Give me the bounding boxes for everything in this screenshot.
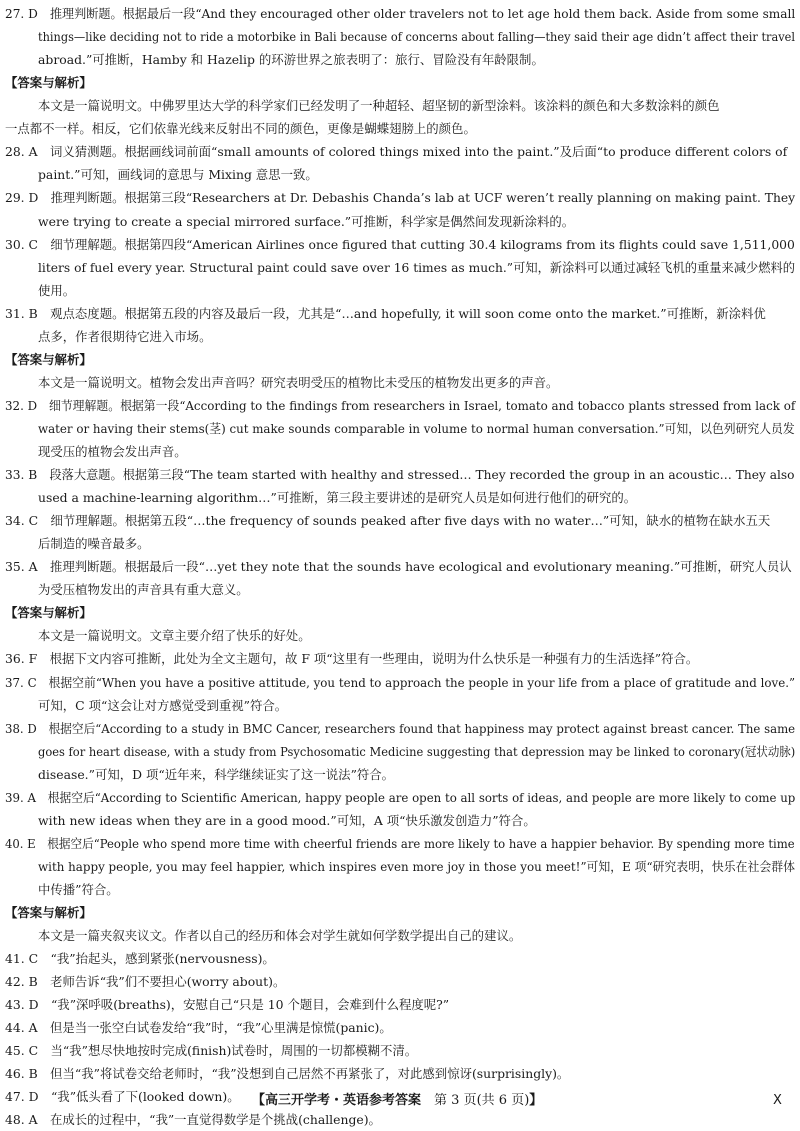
- answer-line: 本文是一篇说明文。文章主要介绍了快乐的好处。: [38, 628, 311, 644]
- answer-line: 33. B 段落大意题。根据第三段“The team started with healthy and stressed… They recorded the group in an acoustic… They also: [5, 467, 795, 482]
- answer-line: 41. C “我”抬起头，感到紧张(nervousness)。: [5, 951, 275, 967]
- answer-line: paint.”可知，画线词的意思与 Mixing 意思一致。: [38, 167, 318, 183]
- answer-line: 35. A 推理判断题。根据最后一段“…yet they note that the sounds have ecological and evolutionary meaning.”可推断，研究人员认: [5, 559, 792, 575]
- footer-mark: X: [773, 1093, 782, 1108]
- answer-line: 点多，作者很期待它进入市场。: [38, 328, 212, 344]
- answer-line: things—like deciding not to ride a motorbike in Bali because of concerns about falling—they said their age didn’t affect their travel: [38, 29, 796, 45]
- answer-line: water or having their stems(茎) cut make sounds comparable in volume to normal human conversation.”可知，以色列研究人员发: [38, 420, 795, 436]
- answer-line: 34. C 细节理解题。根据第五段“…the frequency of sounds peaked after five days with no water…”可知，缺水的植物在缺水五天: [5, 513, 771, 529]
- answer-line: 27. D 推理判断题。根据最后一段“And they encouraged other older travelers not to let age hold them back. Aside from some small: [5, 6, 796, 21]
- answer-line: 本文是一篇夹叙夹议文。作者以自己的经历和体会对学生就如何学数学提出自己的建议。: [38, 928, 522, 943]
- answer-line: 42. B 老师告诉“我”们不要担心(worry about)。: [5, 974, 286, 990]
- answer-line: 可知，C 项“这会让对方感觉受到重视”符合。: [38, 697, 288, 713]
- answer-line: 45. C 当“我”想尽快地按时完成(finish)试卷时，周围的一切都模糊不清。: [5, 1043, 418, 1059]
- answer-line: 29. D 推理判断题。根据第三段“Researchers at Dr. Debashis Chanda’s lab at UCF weren’t really planning on making paint. They: [5, 190, 796, 206]
- section-heading: 【答案与解析】: [5, 351, 92, 367]
- answer-line: 40. E 根据空后“People who spend more time with cheerful friends are more likely to have a happier behavior. By spending more time: [5, 835, 795, 851]
- answer-line: 28. A 词义猜测题。根据画线词前面“small amounts of colored things mixed into the paint.”及后面“to produce different colors of: [5, 144, 788, 160]
- section-heading: 【答案与解析】: [5, 75, 92, 91]
- answer-line: 36. F 根据下文内容可推断，此处为全文主题句，故 F 项“这里有一些理由，说明为什么快乐是一种强有力的生活选择”符合。: [5, 651, 699, 667]
- footer-bracket-open: 【: [252, 1093, 266, 1108]
- answer-line: 32. D 细节理解题。根据第一段“According to the findings from researchers in Israel, tomato and tobacco plants stressed from lack of: [5, 397, 796, 413]
- footer-exam-title: 高三开学考・英语参考答案: [265, 1093, 422, 1108]
- answer-line: 37. C 根据空前“When you have a positive attitude, you tend to approach the people in your life from a place of gratitude and love.”: [5, 674, 796, 690]
- answer-line: liters of fuel every year. Structural paint could save over 16 times as much.”可知，新涂料可以通过减轻飞机的重量来减少燃料的: [38, 259, 796, 275]
- answer-line: 为受压植物发出的声音具有重大意义。: [38, 582, 249, 598]
- footer-page-number: 第 3 页(共 6 页): [434, 1093, 530, 1108]
- answer-line: 44. A 但是当一张空白试卷发给“我”时，“我”心里满是惊慌(panic)。: [5, 1020, 392, 1036]
- answer-line: with happy people, you may feel happier, which inspires even more joy in those you meet!”可知，E 项“研究表明，快乐在社会群体: [38, 858, 795, 874]
- answer-line: 使用。: [38, 282, 76, 298]
- answer-line: 中传播”符合。: [38, 881, 119, 897]
- answer-line: 31. B 观点态度题。根据第五段的内容及最后一段，尤其是“…and hopefully, it will soon come onto the market.”可推断，新涂料优: [5, 305, 766, 321]
- answer-line: 39. A 根据空后“According to Scientific American, happy people are open to all sorts of ideas, and people are more likely to come up: [5, 789, 796, 805]
- answer-line: 现受压的植物会发出声音。: [38, 443, 187, 459]
- answer-line: 46. B 但当“我”将试卷交给老师时，“我”没想到自己居然不再紧张了，对此感到惊讶(surprisingly)。: [5, 1066, 570, 1082]
- answer-line: 一点都不一样。相反，它们依靠光线来反射出不同的颜色，更像是蝴蝶翅膀上的颜色。: [5, 121, 476, 137]
- answer-line: 38. D 根据空后“According to a study in BMC Cancer, researchers found that happiness may protect against breast cancer. The same: [5, 720, 796, 736]
- answer-line: 本文是一篇说明文。中佛罗里达大学的科学家们已经发明了一种超轻、超坚韧的新型涂料。该涂料的颜色和大多数涂料的颜色: [38, 98, 720, 114]
- answer-line: disease.”可知，D 项“近年来，科学继续证实了这一说法”符合。: [38, 766, 395, 782]
- footer-bracket-close: 】: [529, 1093, 543, 1108]
- answer-line: with new ideas when they are in a good mood.”可知，A 项“快乐激发创造力”符合。: [38, 812, 536, 828]
- answer-line: 后制造的噪音最多。: [38, 536, 150, 552]
- footer-title: [252, 1092, 542, 1110]
- answer-line: abroad.”可推断，Hamby 和 Hazelip 的环游世界之旅表明了：旅行、冒险没有年龄限制。: [38, 52, 544, 68]
- answer-line: were trying to create a special mirrored surface.”可推断，科学家是偶然间发现新涂料的。: [38, 213, 575, 229]
- answer-line: 本文是一篇说明文。植物会发出声音吗？研究表明受压的植物比未受压的植物发出更多的声音。: [38, 374, 559, 390]
- section-heading: 【答案与解析】: [5, 905, 92, 920]
- section-heading: 【答案与解析】: [5, 605, 92, 621]
- answer-line: 30. C 细节理解题。根据第四段“American Airlines once figured that cutting 30.4 kilograms from its flights could save 1,511,000: [5, 236, 795, 252]
- answer-line: goes for heart disease, with a study from Psychosomatic Medicine suggesting that depression may be linked to coronary(冠状动脉): [38, 743, 796, 759]
- answer-line: used a machine-learning algorithm…”可推断，第三段主要讲述的是研究人员是如何进行他们的研究的。: [38, 490, 637, 506]
- answer-line: 43. D “我”深呼吸(breaths)，安慰自己“只是 10 个题目，会难到什么程度呢?”: [5, 997, 450, 1013]
- answer-line: 48. A 在成长的过程中，“我”一直觉得数学是个挑战(challenge)。: [5, 1112, 381, 1128]
- answer-line: 47. D “我”低头看了下(looked down)。: [5, 1089, 240, 1105]
